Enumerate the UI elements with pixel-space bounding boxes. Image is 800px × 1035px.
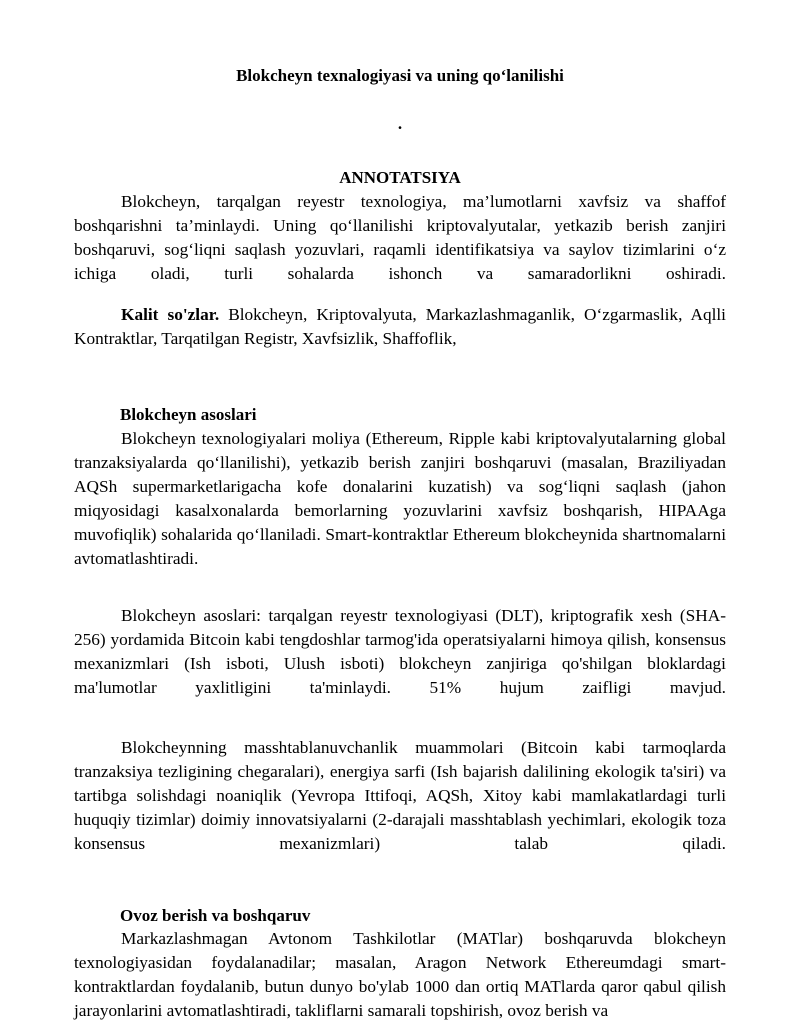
keywords-label: Kalit so'zlar. — [121, 305, 220, 324]
section-paragraph: Blokcheynning masshtablanuvchanlik muammolari (Bitcoin kabi tarmoqlarda tranzaksiya tezligining chegaralari), energiya sarfi (Ish bajarish dalilining ekologik ta'siri) va tartibga solishdagi noaniqlik (Yevropa Ittifoqi, AQSh, Xitoy kabi mamlakatlardagi turli huquqiy tizimlar) doimiy innovatsiyalarni (2-darajali masshtablash yechimlari, ekologik toza konsensus mexanizmlari) talab qiladi. — [74, 738, 726, 853]
section-paragraph: Blokcheyn asoslari: tarqalgan reyestr texnologiyasi (DLT), kriptografik xesh (SHA-256) yordamida Bitcoin kabi tengdoshlar tarmog'ida operatsiyalarni himoya qilish, konsensus mexanizmlari (Ish isboti, Ulush isboti) blokcheyn zanjiriga qo'shilgan bloklardagi ma'lumotlar yaxlitligini ta'minlaydi. 51% hujum zaifligi mavjud. — [74, 606, 726, 697]
annotation-paragraph: Blokcheyn, tarqalgan reyestr texnologiya, ma’lumotlarni xavfsiz va shaffof boshqarishni ta’minlaydi. Uning qo‘llanilishi kriptovalyutalar, yetkazib berish zanjiri boshqaruvi, sog‘liqni saqlash yozuvlari, raqamli identifikatsiya va saylov tizimlarini o‘z ichiga oladi, turli sohalarda ishonch va samaradorlikni oshiradi. — [74, 192, 726, 283]
keywords-paragraph — [74, 303, 726, 351]
section-heading-basics: Blokcheyn asoslari — [120, 405, 257, 424]
keywords-text: Blokcheyn, Kriptovalyuta, Markazlashmaganlik, O‘zgarmaslik, Aqlli Kontraktlar, Tarqatilgan Registr, Xavfsizlik, Shaffoflik, — [74, 305, 726, 348]
section-heading-voting: Ovoz berish va boshqaruv — [120, 906, 311, 925]
section-paragraph: Markazlashmagan Avtonom Tashkilotlar (MATlar) boshqaruvda blokcheyn texnologiyasidan foydalanadilar; masalan, Aragon Network Ethereumdagi smart-kontraktlardan foydalanib, butun dunyo bo'ylab 1000 dan ortiq MATlarda qaror qabul qilish jarayonlarini avtomatlashtiradi, takliflarni samarali topshirish, ovoz berish va — [74, 929, 726, 1020]
title-separator: . — [397, 114, 403, 133]
annotation-heading: ANNOTATSIYA — [339, 168, 461, 187]
document-title: Blokcheyn texnalogiyasi va uning qo‘lanilishi — [236, 66, 564, 85]
section-paragraph: Blokcheyn texnologiyalari moliya (Ethereum, Ripple kabi kriptovalyutalarning global tranzaksiyalarda qo‘llanilishi), yetkazib berish zanjiri boshqaruvi (masalan, Braziliyadan AQSh supermarketlarigacha kofe donalarini kuzatish) va sog‘liqni saqlash (jahon miqyosidagi kasalxonalarda bemorlarning yozuvlarini xavfsiz boshqarish, HIPAAga muvofiqlik) sohalarida qo‘llaniladi. Smart-kontraktlar Ethereum blokcheynida shartnomalarni avtomatlashtiradi. — [74, 429, 726, 568]
